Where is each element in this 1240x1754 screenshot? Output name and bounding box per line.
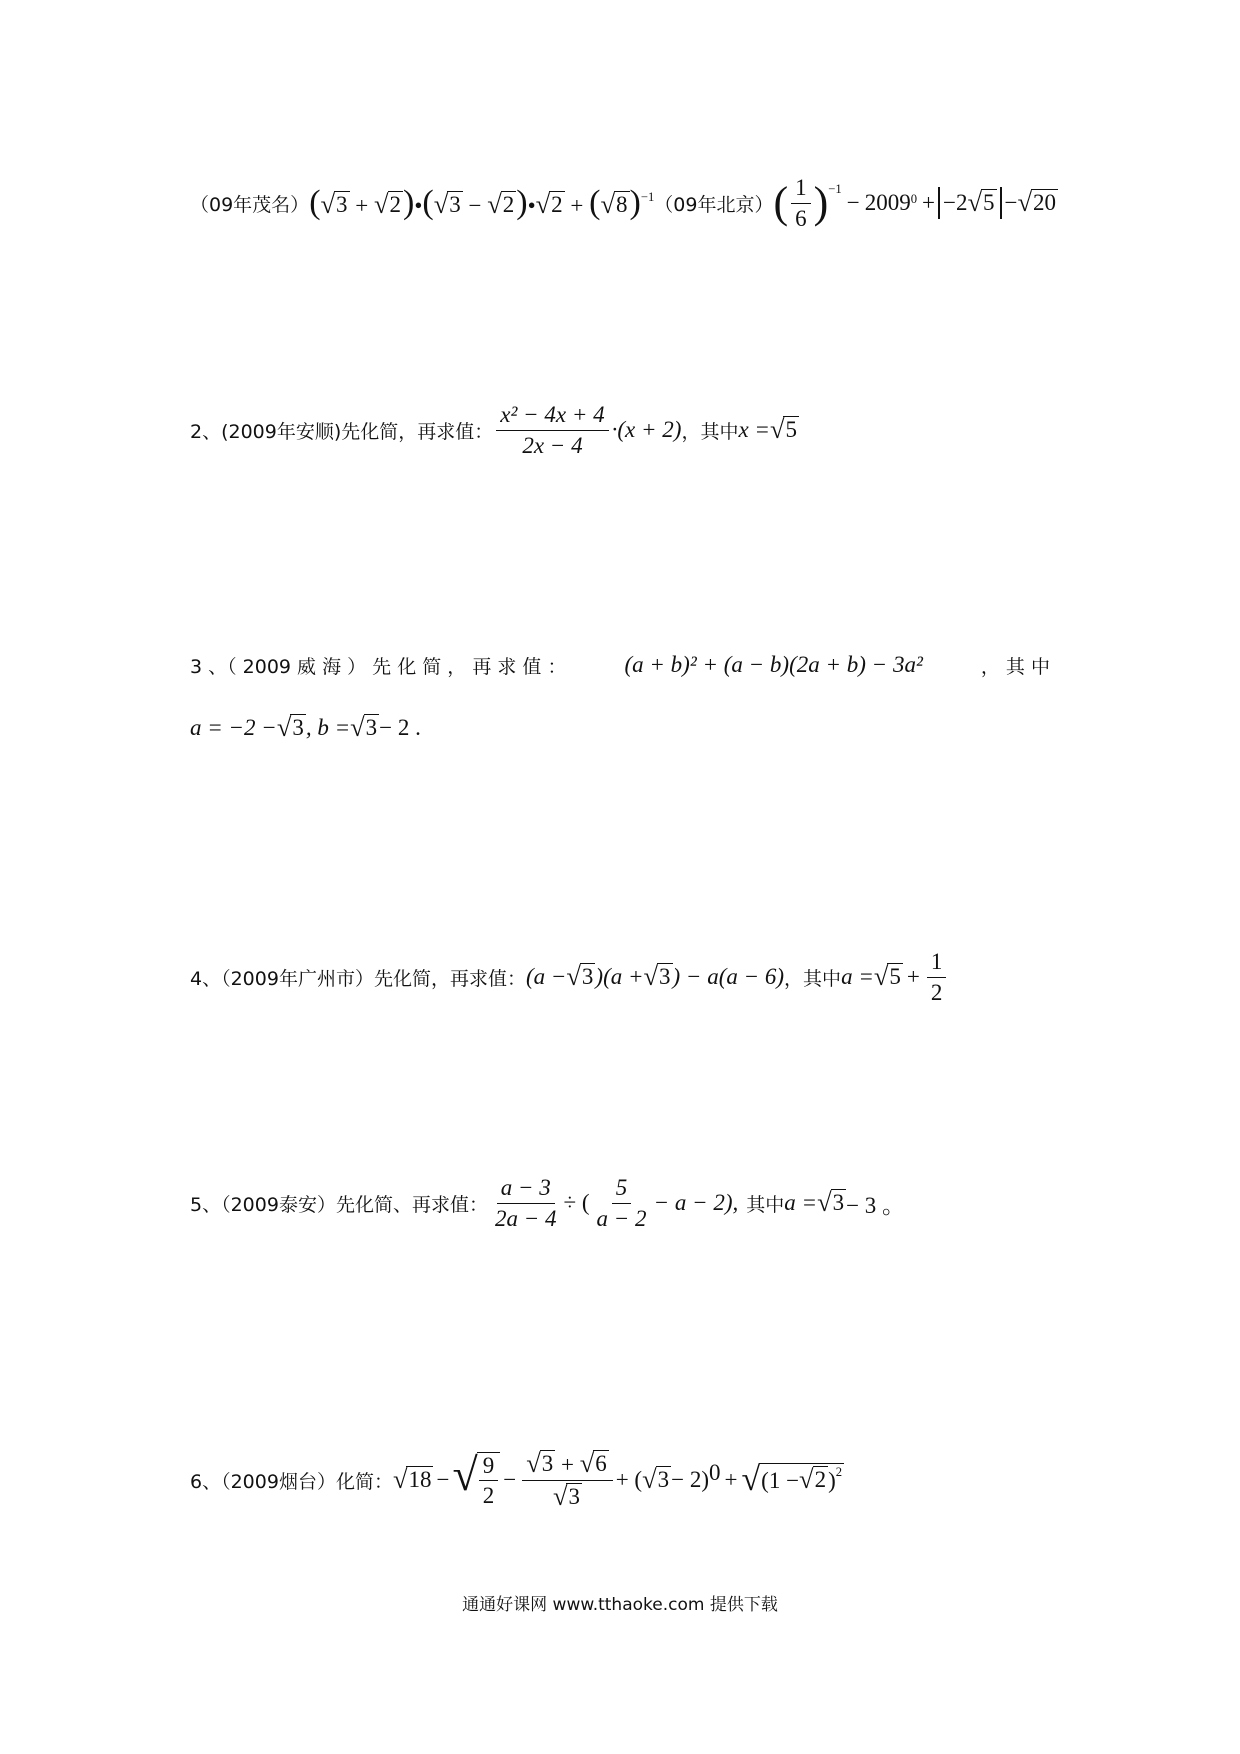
problem-6-radical-18: √ 18 bbox=[392, 1464, 432, 1495]
problem-5-cond-radical: √ 3 bbox=[817, 1187, 845, 1218]
problem-4-part-2: )(a + bbox=[595, 964, 644, 989]
problem-5-fraction-2: $\frac{5}{a - 2}$ bbox=[596, 1175, 647, 1231]
problem-4-cond-plus: + bbox=[906, 964, 920, 989]
problem-6 bbox=[190, 1440, 844, 1520]
problem-4-radical-1: √ 3 bbox=[566, 961, 594, 992]
problem-3-separator: , b = bbox=[305, 715, 351, 740]
problem-4-part-1: (a − bbox=[525, 964, 567, 989]
problem-2-label: 2、(2009年安顺)先化简，再求值： bbox=[190, 420, 494, 443]
problem-5-cond-var: a = bbox=[784, 1190, 818, 1215]
problem-5-divide: ÷ ( bbox=[563, 1190, 590, 1215]
problem-5-condition: 其中 bbox=[746, 1193, 785, 1216]
problem-2-tail: ·(x + 2) bbox=[611, 417, 682, 442]
problem-2-cond-var: x = bbox=[738, 417, 770, 442]
problem-2-condition: ，其中 bbox=[681, 420, 739, 443]
problem-1b-source: （09年北京） bbox=[654, 193, 774, 216]
problem-4-part-3: ) − a(a − 6) bbox=[672, 964, 785, 989]
problem-6-plus-2: + bbox=[724, 1467, 738, 1492]
problem-3-condition: ， 其 中 bbox=[980, 655, 1050, 678]
problem-4-cond-var: a = bbox=[841, 964, 874, 989]
problem-5-end: − 3 。 bbox=[846, 1192, 906, 1218]
problem-6-exp-zero: 0 bbox=[709, 1460, 721, 1486]
problem-3-b-radical: √ 3 bbox=[350, 712, 378, 743]
problem-6-label: 6、（2009烟台）化简： bbox=[190, 1470, 393, 1493]
problem-6-fraction: √ 3 + √ 6 √ 3 bbox=[522, 1450, 613, 1510]
problem-1a-expression: ( √ 3 + √ 2 )•( √ 3 − √ 2 )• √ 2 + ( √ 8 )$^{-1}$ bbox=[309, 184, 655, 221]
problem-1b-expression: ( $\frac{1}{6}$ ) $^{-1}$ − 2009 $^0$ + −2 √ 5 − √ 20 bbox=[773, 175, 1057, 231]
problem-5-fraction-1: $\frac{a - 3}{2a - 4}$ bbox=[494, 1175, 557, 1231]
problem-3-end: − 2 . bbox=[379, 715, 421, 740]
problem-3-line-1 bbox=[190, 645, 1050, 685]
problem-3-label: 3 、（ 2009 威 海 ） 先 化 简 ， 再 求 值 ： bbox=[190, 655, 567, 678]
problem-6-minus-1: − bbox=[436, 1467, 450, 1492]
problem-4 bbox=[190, 942, 949, 1012]
problem-6-plus-1: + ( bbox=[615, 1467, 643, 1492]
problem-2 bbox=[190, 395, 799, 465]
problem-1a-source: （09年茂名） bbox=[190, 193, 310, 216]
problem-3-line-2 bbox=[190, 708, 421, 748]
problem-6-radical-fraction: √ $\frac{9}{2}$ bbox=[452, 1452, 500, 1509]
problem-2-cond-radical: √ 5 bbox=[769, 414, 797, 445]
problem-4-condition: ，其中 bbox=[784, 967, 842, 990]
problem-6-minus-2: − bbox=[503, 1467, 517, 1492]
problem-5 bbox=[190, 1168, 905, 1238]
problem-4-cond-radical: √ 5 bbox=[873, 961, 901, 992]
problem-6-radical-3: √ 3 bbox=[642, 1464, 670, 1495]
problem-2-fraction: $\frac{\text{x² − 4x + 4}}{2x - 4}$ bbox=[496, 402, 608, 458]
problem-3-a-radical: √ 3 bbox=[276, 712, 304, 743]
problem-3-expression: (a + b)² + (a − b)(2a + b) − 3a² bbox=[624, 652, 923, 677]
problem-5-tail: − a − 2), bbox=[653, 1190, 739, 1215]
problem-4-label: 4、（2009年广州市）先化简，再求值： bbox=[190, 967, 526, 990]
problem-4-radical-2: √ 3 bbox=[643, 961, 671, 992]
problem-5-label: 5、（2009泰安）先化简、再求值： bbox=[190, 1193, 488, 1216]
problem-6-radical-square: √ (1 − √ 2 )$^2$ bbox=[741, 1461, 843, 1498]
problem-4-cond-fraction: $\frac{1}{2}$ bbox=[927, 949, 947, 1005]
page-footer: 通通好课网 www.tthaoke.com 提供下载 bbox=[462, 1595, 778, 1615]
problem-3-a-value: a = −2 − bbox=[190, 715, 277, 740]
problem-6-mid: − 2) bbox=[671, 1467, 709, 1492]
problem-1 bbox=[190, 168, 1058, 238]
